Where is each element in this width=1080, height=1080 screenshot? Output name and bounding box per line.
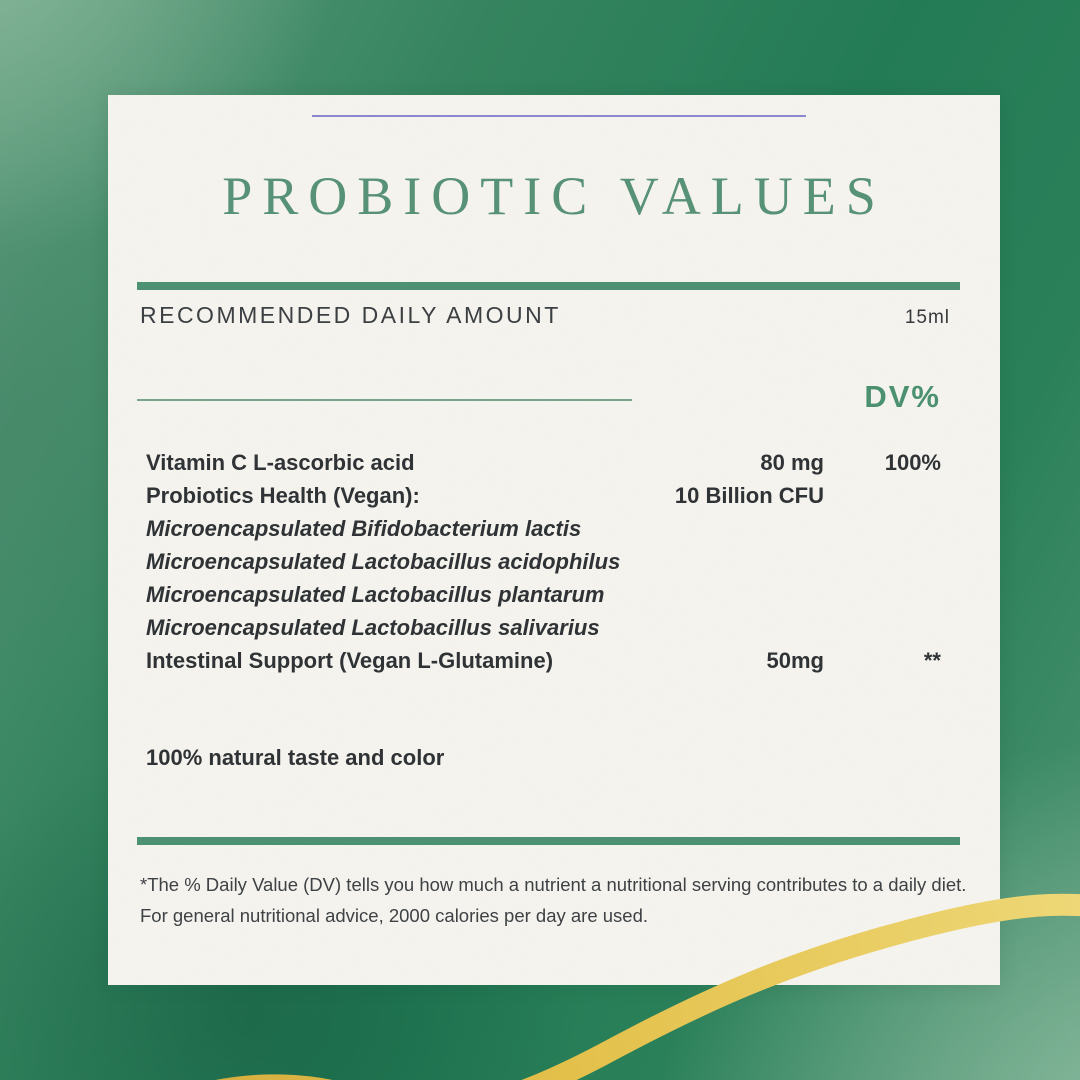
page-title: PROBIOTIC VALUES [222,166,886,226]
nutrient-row [146,512,941,545]
dv-footnote: *The % Daily Value (DV) tells you how much a nutrient a nutritional serving contributes to a daily diet. For general nutritional advice, 2000 calories per day are used. [140,874,967,926]
nutrient-name: Microencapsulated Lactobacillus plantarum [146,581,605,607]
nutrient-name: Probiotics Health (Vegan): [146,482,420,508]
nutrient-dv: 100% [884,449,941,475]
nutrient-name: Vitamin C L-ascorbic acid [146,449,415,475]
label-card [108,95,1000,985]
nutrient-name: Intestinal Support (Vegan L-Glutamine) [146,647,554,673]
nutrient-amount: 10 Billion CFU [674,482,824,508]
nutrient-row [146,479,941,512]
nutrient-amount: 80 mg [760,449,824,475]
divider-bar-top [137,282,960,290]
nutrient-name: Microencapsulated Lactobacillus salivarius [146,614,600,640]
nutrient-name: Microencapsulated Lactobacillus acidophilus [146,548,621,574]
nutrient-amount: 50mg [766,647,824,673]
nutrient-table [146,446,941,677]
nutrient-row [146,545,941,578]
nutrient-name: Microencapsulated Bifidobacterium lactis [146,515,582,541]
serving-label: RECOMMENDED DAILY AMOUNT [140,302,561,328]
nutrient-row [146,446,941,479]
top-accent-line [312,115,806,117]
nutrient-row [146,644,941,677]
natural-claim-note: 100% natural taste and color [146,745,445,770]
dv-column-header: DV% [864,379,941,414]
nutrient-dv: ** [923,647,941,673]
nutrient-row [146,611,941,644]
nutrient-row [146,578,941,611]
divider-bar-bottom [137,837,960,845]
serving-amount: 15ml [904,307,950,328]
serving-row [140,302,950,329]
